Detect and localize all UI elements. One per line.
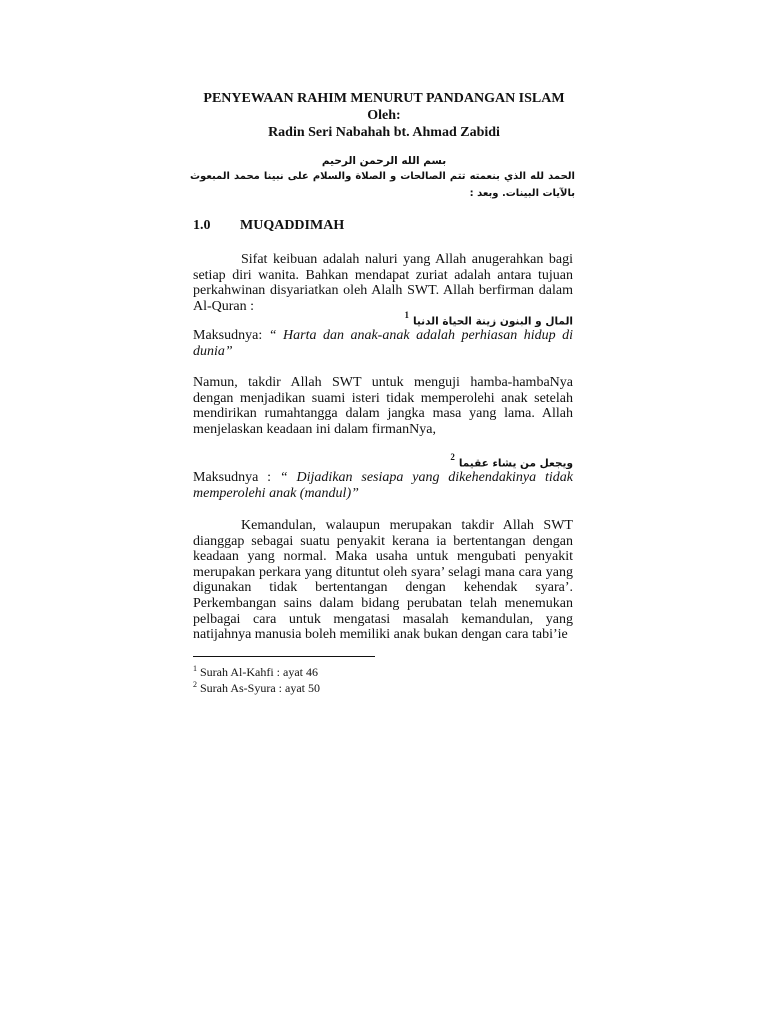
verse-1-arabic: المال و البنون زينة الحياة الدنيا — [412, 315, 573, 328]
footnote-2-number: 2 — [193, 680, 197, 689]
section-heading — [193, 218, 344, 234]
author-name: Radin Seri Nabahah bt. Ahmad Zabidi — [268, 125, 500, 140]
author-label: Oleh: — [367, 108, 401, 123]
paragraph-3: Kemandulan, walaupun merupakan takdir Allah SWT dianggap sebagai suatu penyakit kerana ia bertentangan dengan keadaan yang normal. Maka usaha untuk mengubati penyakit merupakan perkara yang dituntut oleh syara’ selagi mana cara yang digunakan tidak bertentangan dengan kehendak syara’. Perkembangan sains dalam bidang perubatan telah menemukan pelbagai cara untuk mengatasi masalah kemandulan, yang natijahnya manusia boleh memiliki anak bukan dengan cara tabi’ie — [193, 518, 573, 643]
section-title: MUQADDIMAH — [240, 218, 345, 233]
footnote-1-number: 1 — [193, 664, 197, 673]
quran-verse-1 — [193, 310, 573, 329]
document-title-block — [130, 90, 638, 141]
footnote-ref-2: 2 — [450, 452, 455, 462]
section-number: 1.0 — [193, 218, 211, 233]
footnote-2 — [193, 677, 320, 696]
translation-1-label: Maksudnya: — [193, 328, 263, 343]
paragraph-1: Sifat keibuan adalah naluri yang Allah anugerahkan bagi setiap diri wanita. Bahkan mendapat zuriat adalah antara tujuan perkahwinan disyariatkan oleh Alalh SWT. Allah berfirman dalam Al-Quran : — [193, 252, 573, 314]
verse-2-arabic: ويجعل من يشاء عقيما — [458, 457, 573, 470]
footnote-1-text: Surah Al-Kahfi : ayat 46 — [200, 665, 318, 679]
translation-2 — [193, 470, 573, 502]
translation-2-text: “ Dijadikan sesiapa yang dikehendakinya tidak memperolehi anak (mandul)” — [193, 470, 573, 501]
document-title: PENYEWAAN RAHIM MENURUT PANDANGAN ISLAM — [203, 91, 565, 106]
quran-verse-2 — [193, 452, 573, 471]
footnote-divider — [193, 656, 375, 657]
footnote-ref-1: 1 — [404, 310, 409, 320]
basmalah: بسم الله الرحمن الرحيم — [321, 155, 447, 167]
paragraph-2: Namun, takdir Allah SWT untuk menguji hamba-hambaNya dengan menjadikan suami isteri tidak memperolehi anak setelah mendirikan rumahtangga dalam jangka masa yang lama. Allah menjelaskan keadaan ini dalam firmanNya, — [193, 375, 573, 437]
translation-2-label: Maksudnya : — [193, 470, 272, 485]
translation-1 — [193, 328, 573, 360]
footnote-2-text: Surah As-Syura : ayat 50 — [200, 681, 320, 695]
hamdalah: الحمد لله الذي بنعمته تتم الصالحات و الصلاة والسلام على نبينا محمد المبعوث بالآيات البينات. وبعد : — [190, 171, 575, 199]
translation-1-text: “ Harta dan anak-anak adalah perhiasan hidup di dunia” — [193, 328, 573, 359]
